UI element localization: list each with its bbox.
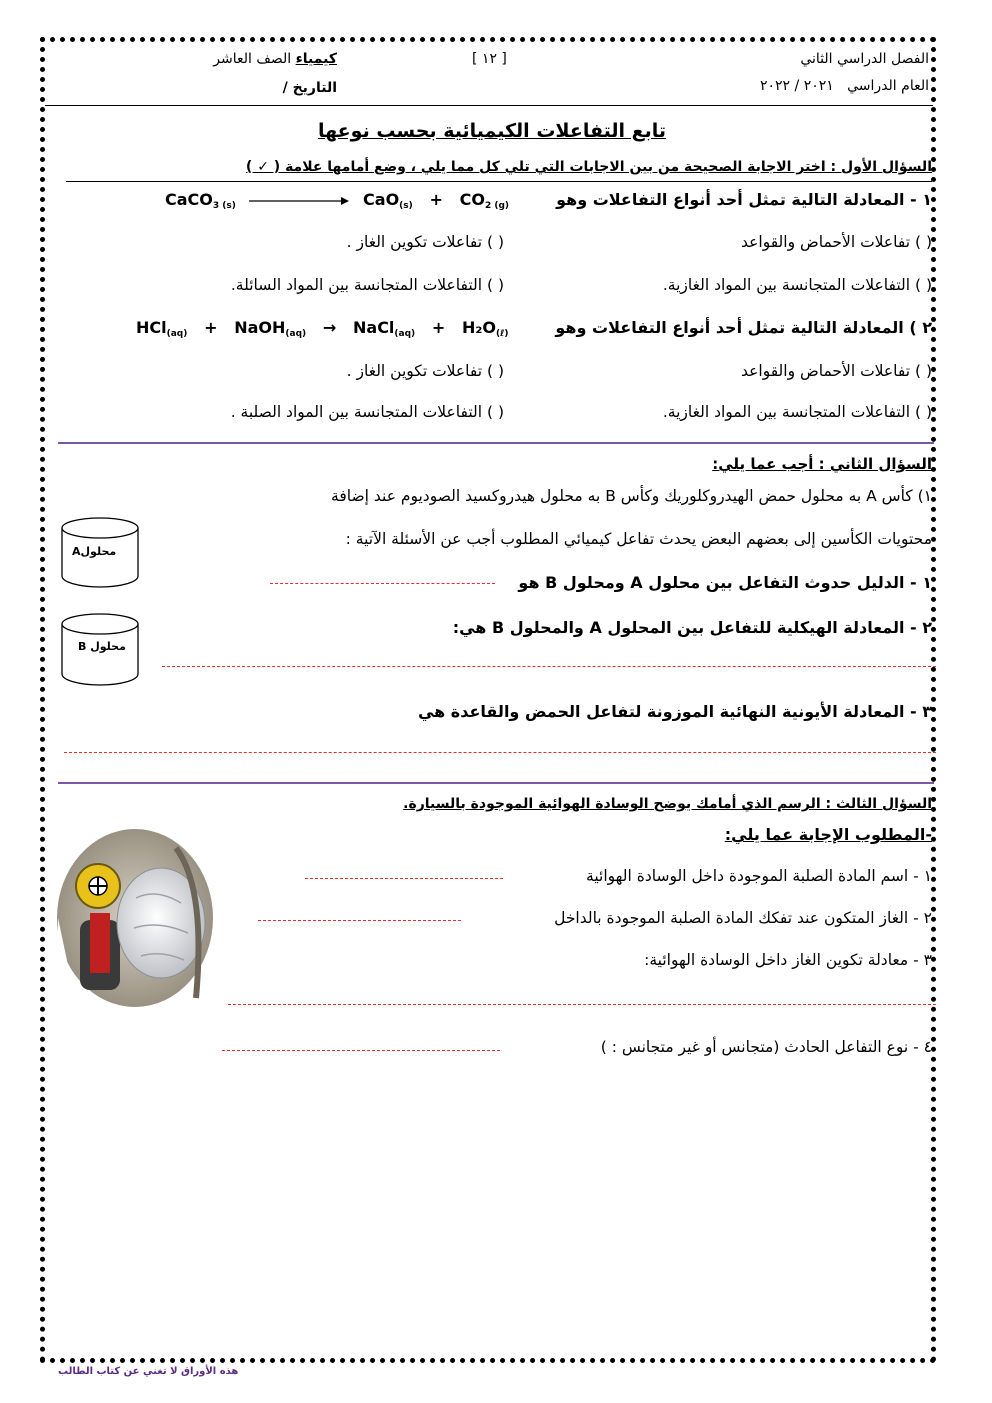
q2-intro-line1: ١) كأس A به محلول حمض الهيدروكلوريك وكأس B به محلول هيدروكسيد الصوديوم عند إضافة	[331, 487, 932, 505]
page-number: [ ١٢ ]	[472, 51, 507, 67]
q3-sub4: ٤ - نوع التفاعل الحادث (متجانس أو غير متجانس : )	[600, 1038, 932, 1056]
date-label: التاريخ /	[282, 80, 337, 96]
product-cao: CaO	[363, 190, 400, 209]
semester-label: الفصل الدراسي الثاني	[800, 51, 929, 67]
product-cao-state: (s)	[399, 201, 413, 211]
q1-item2-option-b[interactable]: ( ) تفاعلات تكوين الغاز .	[346, 362, 504, 380]
q1-heading: السؤال الأول : اختر الاجابة الصحيحة من بين الاجابات التي تلي كل مما يلي ، وضع أمامها علامة ( ✓ )	[245, 159, 932, 175]
q1-item1-equation	[165, 190, 509, 211]
page-title: تابع التفاعلات الكيميائية بحسب نوعها	[318, 120, 667, 142]
q2-sub3: ٣ - المعادلة الأيونية النهائية الموزونة لتفاعل الحمض والقاعدة هي	[417, 702, 932, 721]
q3-sub1: ١ - اسم المادة الصلبة الموجودة داخل الوسادة الهوائية	[586, 867, 932, 885]
plus-sign: +	[429, 190, 443, 209]
answer-line[interactable]	[222, 1050, 500, 1051]
year-label: العام الدراسي	[847, 78, 929, 94]
answer-line[interactable]	[258, 920, 461, 921]
q1-item2-equation	[136, 318, 509, 339]
subject: كيمياء	[295, 51, 337, 67]
reactant-naoh: NaOH	[234, 318, 286, 337]
q3-heading: السؤال الثالث : الرسم الذي أمامك يوضح الوسادة الهوائية الموجودة بالسيارة.	[403, 796, 932, 812]
reactant-hcl-state: (aq)	[166, 329, 188, 339]
q1-item2-stem: ٢ ) المعادلة التالية تمثل أحد أنواع التفاعلات وهو	[555, 318, 932, 337]
beaker-a-label: محلولA	[72, 545, 117, 558]
footer-note: هذه الأوراق لا تغني عن كتاب الطالب	[58, 1366, 239, 1377]
year-value: ٢٠٢١ / ٢٠٢٢	[760, 78, 834, 94]
grade: الصف العاشر	[213, 51, 292, 67]
q1-item1-option-b[interactable]: ( ) تفاعلات تكوين الغاز .	[346, 233, 504, 251]
q2-intro-line2: محتويات الكأسين إلى بعضهم البعض يحدث تفاعل كيميائي المطلوب أجب عن الأسئلة الآتية :	[345, 530, 932, 548]
product-co2-state: 2 (g)	[484, 201, 510, 211]
q1-item2-option-a[interactable]: ( ) تفاعلات الأحماض والقواعد	[741, 362, 932, 380]
q1-item1-option-d[interactable]: ( ) التفاعلات المتجانسة بين المواد السائلة.	[230, 276, 504, 294]
answer-line[interactable]	[64, 752, 936, 753]
section-divider	[58, 782, 934, 784]
answer-line[interactable]	[162, 666, 936, 667]
q1-item1-option-c[interactable]: ( ) التفاعلات المتجانسة بين المواد الغازية.	[662, 276, 932, 294]
header-divider	[45, 105, 933, 106]
q1-item1-option-a[interactable]: ( ) تفاعلات الأحماض والقواعد	[741, 233, 932, 251]
q3-required: -المطلوب الإجابة عما يلي:	[724, 825, 932, 844]
product-co2: CO	[459, 190, 485, 209]
q3-sub3: ٣ - معادلة تكوين الغاز داخل الوسادة الهوائية:	[644, 951, 932, 969]
answer-line[interactable]	[270, 583, 495, 584]
q2-heading: السؤال الثاني : أجب عما يلي:	[712, 455, 932, 473]
q1-item1-stem: ١ - المعادلة التالية تمثل أحد أنواع التفاعلات وهو	[556, 190, 932, 209]
airbag-illustration-icon	[56, 828, 214, 1008]
reaction-arrow-icon: →	[322, 318, 337, 337]
plus-sign: +	[204, 318, 218, 337]
product-nacl-state: (aq)	[394, 329, 416, 339]
q2-sub1: ١ - الدليل حدوث التفاعل بين محلول A ومحلول B هو	[518, 573, 932, 592]
reactant-hcl: HCl	[136, 318, 167, 337]
product-water-state: (ℓ)	[496, 329, 509, 339]
beaker-b-label: محلول B	[78, 640, 126, 653]
section-divider	[58, 442, 934, 444]
product-water: H₂O	[462, 318, 497, 337]
academic-year	[760, 78, 929, 94]
answer-line[interactable]	[228, 1004, 936, 1005]
q3-sub2: ٢ - الغاز المتكون عند تفكك المادة الصلبة الموجودة بالداخل	[554, 909, 932, 927]
q1-item2-option-d[interactable]: ( ) التفاعلات المتجانسة بين المواد الصلبة .	[230, 403, 504, 421]
reactant-caco3-state: 3 (s)	[212, 201, 236, 211]
product-nacl: NaCl	[353, 318, 395, 337]
answer-line[interactable]	[305, 878, 503, 879]
q1-item2-option-c[interactable]: ( ) التفاعلات المتجانسة بين المواد الغازية.	[662, 403, 932, 421]
subject-grade	[213, 51, 337, 67]
reactant-naoh-state: (aq)	[285, 329, 307, 339]
reaction-arrow-icon	[249, 195, 349, 207]
q2-sub2: ٢ - المعادلة الهيكلية للتفاعل بين المحلول A والمحلول B هي:	[452, 618, 932, 637]
q1-heading-rule	[66, 181, 932, 182]
plus-sign: +	[431, 318, 446, 337]
reactant-caco3: CaCO	[165, 190, 213, 209]
